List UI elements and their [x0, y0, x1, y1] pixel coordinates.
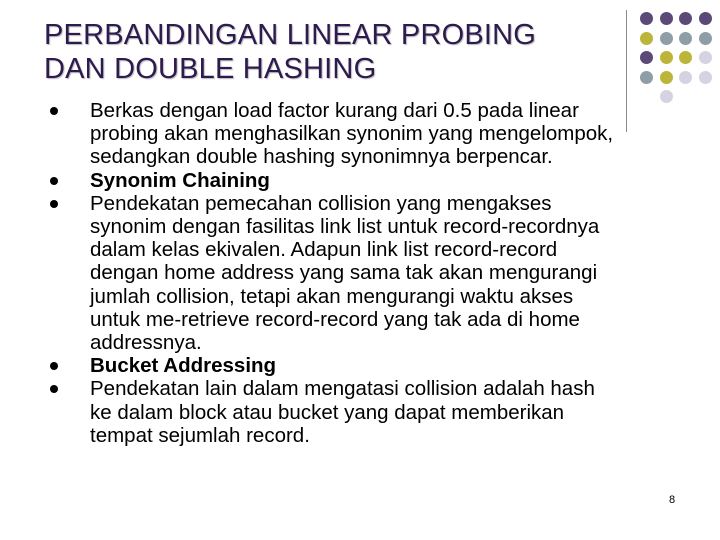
bullet-line: dengan home address yang sama tak akan mengurangi: [90, 261, 598, 285]
decorative-dot: [640, 32, 653, 45]
bullet-line: Pendekatan pemecahan collision yang mengakses: [90, 191, 552, 215]
bullet-line: probing akan menghasilkan synonim yang mengelompok,: [90, 122, 614, 146]
bullet-line: tempat sejumlah record.: [90, 423, 310, 447]
bullet-item: [50, 99, 710, 169]
decorative-dot: [640, 12, 653, 25]
decorative-dot: [640, 71, 653, 84]
bullet-line: Synonim Chaining: [90, 168, 270, 192]
bullet-line: sedangkan double hashing synonimnya berpencar.: [90, 145, 553, 169]
decorative-dot: [660, 71, 673, 84]
title-line-1: PERBANDINGAN LINEAR PROBING: [44, 19, 537, 51]
title-line-2: DAN DOUBLE HASHING: [44, 53, 377, 85]
decorative-dot: [699, 71, 712, 84]
bullet-marker: [50, 385, 58, 393]
decorative-dot: [679, 32, 692, 45]
bullet-marker: [50, 362, 58, 370]
bullet-item: [50, 354, 710, 377]
bullet-line: Berkas dengan load factor kurang dari 0.5 pada linear: [90, 99, 579, 122]
bullet-line: ke dalam block atau bucket yang dapat memberikan: [90, 400, 565, 424]
decorative-dot: [660, 12, 673, 25]
decorative-dot: [640, 51, 653, 64]
decorative-dot: [660, 51, 673, 64]
decorative-dot-grid: [640, 12, 720, 112]
bullet-marker: [50, 177, 58, 185]
slide-title: [44, 18, 604, 86]
bullet-item: [50, 192, 710, 354]
decorative-dot: [679, 71, 692, 84]
decorative-dot: [660, 32, 673, 45]
bullet-marker: [50, 107, 58, 115]
page-number: 8: [669, 494, 676, 506]
bullet-line: synonim dengan fasilitas link list untuk record-recordnya: [90, 215, 600, 239]
bullet-list: [50, 99, 710, 447]
bullet-item: [50, 377, 710, 447]
bullet-line: jumlah collision, tetapi akan mengurangi waktu akses: [90, 284, 574, 308]
bullet-line: addressnya.: [90, 331, 202, 355]
bullet-line: Pendekatan lain dalam mengatasi collision adalah hash: [90, 377, 595, 401]
decorative-dot: [699, 32, 712, 45]
decorative-dot: [699, 51, 712, 64]
decorative-dot: [699, 12, 712, 25]
decorative-dot: [679, 12, 692, 25]
bullet-line: untuk me-retrieve record-record yang tak ada di home: [90, 307, 580, 331]
bullet-line: Bucket Addressing: [90, 354, 277, 378]
bullet-marker: [50, 200, 58, 208]
decorative-dot: [679, 51, 692, 64]
bullet-item: [50, 169, 710, 192]
bullet-line: dalam kelas ekivalen. Adapun link list record-record: [90, 238, 558, 262]
